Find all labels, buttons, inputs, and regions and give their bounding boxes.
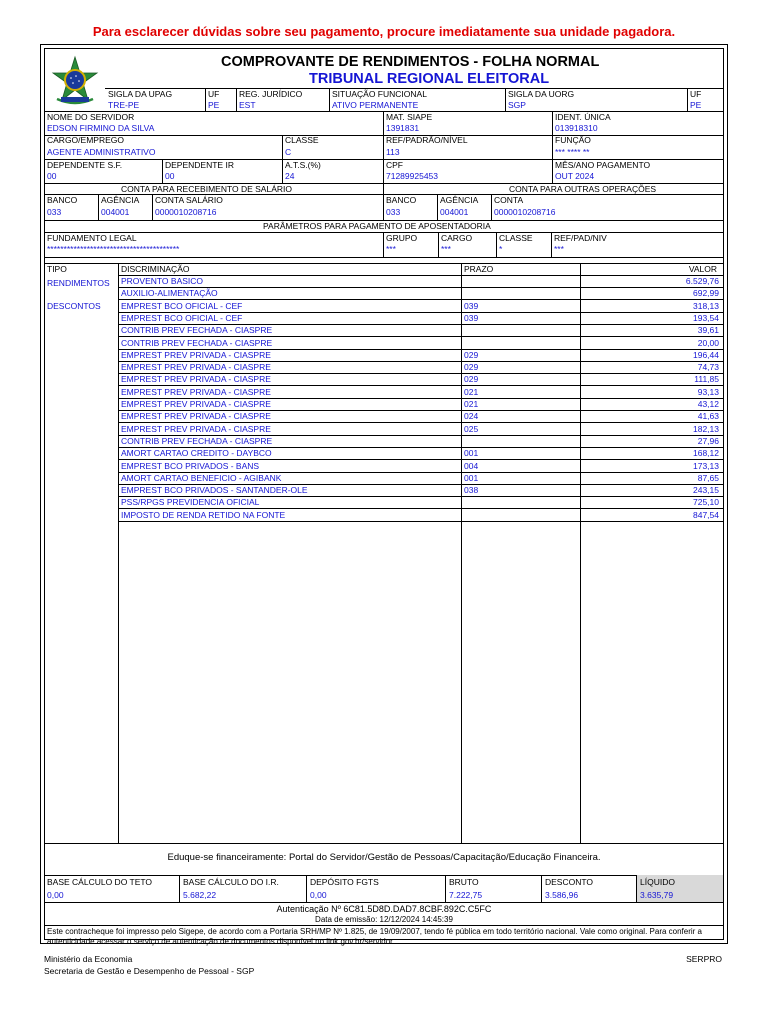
secretaria-label: Secretaria de Gestão e Desempenho de Pessoal - SGP — [44, 966, 255, 976]
row-valor: 243,15 — [693, 485, 719, 496]
autenticacao: Autenticação Nº 6C81.5D8D.DAD7.8CBF.892C.C5FC — [276, 904, 492, 914]
situacao-label: SITUAÇÃO FUNCIONAL — [332, 89, 427, 99]
row-discriminacao: EMPREST PREV PRIVADA - CIASPRE — [121, 386, 271, 397]
row-valor: 41,63 — [697, 411, 719, 422]
dep-sf-label: DEPENDENTE S.F. — [47, 160, 123, 170]
conta-salario-heading: CONTA PARA RECEBIMENTO DE SALÁRIO — [121, 184, 292, 194]
row-prazo: 021 — [464, 399, 479, 409]
tipo-header: TIPO — [47, 264, 67, 274]
mat-value: 1391831 — [386, 123, 420, 133]
fundamento-value: **************************************** — [47, 244, 180, 254]
row-valor: 43,12 — [697, 399, 719, 409]
row-valor: 6.529,76 — [685, 276, 719, 286]
table-row — [118, 473, 723, 485]
bruto-value: 7.222,75 — [449, 890, 483, 900]
mat-label: MAT. SIAPE — [386, 112, 433, 122]
teto-value: 0,00 — [47, 890, 64, 900]
row-valor: 20,00 — [697, 337, 719, 348]
tipo-rendimentos: RENDIMENTOS — [47, 278, 110, 288]
nome-label: NOME DO SERVIDOR — [47, 112, 135, 122]
row-discriminacao: EMPREST PREV PRIVADA - CIASPRE — [121, 349, 271, 360]
liquido-label: LÍQUIDO — [640, 877, 675, 887]
reg-juridico-label: REG. JURÍDICO — [239, 89, 303, 99]
row-valor: 182,13 — [693, 423, 719, 434]
situacao-value: ATIVO PERMANENTE — [332, 100, 419, 110]
table-row — [118, 301, 723, 313]
sigla-uorg-value: SGP — [508, 100, 526, 110]
table-row — [118, 288, 723, 300]
row-prazo: 039 — [464, 312, 479, 323]
liquido-value: 3.635,79 — [640, 890, 674, 900]
serpro-label: SERPRO — [686, 954, 722, 964]
fundamento-label: FUNDAMENTO LEGAL — [47, 233, 137, 243]
row-prazo: 024 — [464, 411, 479, 422]
prazo-header: PRAZO — [464, 264, 494, 274]
fgts-label: DEPÓSITO FGTS — [310, 877, 379, 887]
row-valor: 193,54 — [693, 312, 719, 323]
row-valor: 196,44 — [693, 349, 719, 360]
table-row — [118, 350, 723, 362]
document-title: COMPROVANTE DE RENDIMENTOS - FOLHA NORMAL — [221, 54, 600, 70]
row-valor: 93,13 — [697, 386, 719, 397]
agencia1-value: 004001 — [101, 207, 130, 217]
row-valor: 173,13 — [693, 460, 719, 471]
legal-notice: Este contracheque foi impresso pelo Sigepe, de acordo com a Portaria SRH/MP Nº 1.825, de 19/09/2007, tendo fé pública em todo território nacional. Vale como original. Para conferir a autenticidade acessar o serviço de autenticação de documentos disponível no link gov.br/servidor. — [47, 927, 702, 946]
table-row — [118, 362, 723, 374]
document-inner — [44, 48, 724, 946]
conta-value: 0000010208716 — [494, 207, 556, 217]
row-discriminacao: EMPREST BCO OFICIAL - CEF — [121, 300, 243, 311]
mes-label: MÊS/ANO PAGAMENTO — [555, 160, 651, 170]
dep-ir-value: 00 — [165, 171, 175, 181]
uf-label: UF — [208, 89, 220, 99]
reg-juridico-value: EST — [239, 100, 256, 110]
agencia2-value: 004001 — [440, 207, 469, 217]
brasao-icon — [49, 55, 101, 107]
table-row — [118, 411, 723, 423]
sigla-upag-value: TRE-PE — [108, 100, 140, 110]
teto-label: BASE CÁLCULO DO TETO — [47, 877, 153, 887]
cargo-apos-value: *** — [441, 244, 451, 254]
valor-header: VALOR — [688, 264, 717, 274]
table-row — [118, 510, 723, 522]
ident-value: 013918310 — [555, 123, 598, 133]
classe-apos-value: * — [499, 244, 503, 254]
cargo-label: CARGO/EMPREGO — [47, 135, 124, 145]
conta-label: CONTA — [494, 195, 524, 205]
row-valor: 39,61 — [697, 325, 719, 336]
table-row — [118, 485, 723, 497]
classe-label: CLASSE — [285, 135, 319, 145]
fgts-value: 0,00 — [310, 890, 327, 900]
funcao-label: FUNÇÃO — [555, 135, 591, 145]
cpf-label: CPF — [386, 160, 403, 170]
row-prazo: 039 — [464, 300, 479, 311]
ir-value: 5.682,22 — [183, 890, 217, 900]
table-row — [118, 374, 723, 386]
banco2-label: BANCO — [386, 195, 417, 205]
row-valor: 692,99 — [693, 288, 719, 299]
agencia2-label: AGÊNCIA — [440, 195, 479, 205]
grupo-value: *** — [386, 244, 396, 254]
funcao-value: *** **** ** — [555, 147, 590, 157]
educacao-financeira-msg: Eduque-se financeiramente: Portal do Servidor/Gestão de Pessoas/Capacitação/Educação Financeira. — [167, 852, 601, 863]
dep-sf-value: 00 — [47, 171, 57, 181]
row-discriminacao: EMPREST PREV PRIVADA - CIASPRE — [121, 411, 271, 422]
ident-label: IDENT. ÚNICA — [555, 112, 611, 122]
row-discriminacao: EMPREST PREV PRIVADA - CIASPRE — [121, 362, 271, 373]
conta-salario-label: CONTA SALÁRIO — [155, 195, 223, 205]
banco1-label: BANCO — [47, 195, 78, 205]
mes-value: OUT 2024 — [555, 171, 595, 181]
row-discriminacao: AMORT CARTAO BENEFICIO - AGIBANK — [121, 472, 282, 483]
ats-value: 24 — [285, 171, 295, 181]
row-valor: 847,54 — [693, 509, 719, 520]
ir-label: BASE CÁLCULO DO I.R. — [183, 877, 279, 887]
aposentadoria-heading: PARÂMETROS PARA PAGAMENTO DE APOSENTADORIA — [263, 221, 491, 231]
desconto-value: 3.586,96 — [545, 890, 579, 900]
conta-salario-value: 0000010208716 — [155, 207, 217, 217]
row-discriminacao: EMPREST BCO PRIVADOS - SANTANDER-OLE — [121, 485, 308, 496]
classe-value: C — [285, 147, 292, 157]
row-valor: 111,85 — [694, 374, 719, 385]
discriminacao-header: DISCRIMINAÇÃO — [121, 264, 190, 274]
ministerio-label: Ministério da Economia — [44, 954, 133, 964]
row-discriminacao: CONTRIB PREV FECHADA - CIASPRE — [121, 337, 273, 348]
row-discriminacao: EMPREST PREV PRIVADA - CIASPRE — [121, 399, 271, 409]
ats-label: A.T.S.(%) — [285, 160, 321, 170]
row-prazo: 029 — [464, 374, 479, 385]
row-discriminacao: PSS/RPGS PREVIDENCIA OFICIAL — [121, 497, 260, 508]
bruto-label: BRUTO — [449, 877, 479, 887]
table-row — [118, 448, 723, 460]
row-discriminacao: PROVENTO BASICO — [121, 276, 204, 286]
row-prazo: 021 — [464, 386, 479, 397]
cargo-apos-label: CARGO — [441, 233, 473, 243]
row-prazo: 029 — [464, 362, 479, 373]
row-valor: 27,96 — [697, 435, 719, 446]
row-discriminacao: AMORT CARTAO CREDITO - DAYBCO — [121, 448, 272, 459]
table-row — [118, 387, 723, 399]
nome-value: EDSON FIRMINO DA SILVA — [47, 123, 155, 133]
table-row — [118, 338, 723, 350]
sigla-upag-label: SIGLA DA UPAG — [108, 89, 173, 99]
uf2-value: PE — [690, 100, 702, 110]
ref-value: 113 — [386, 147, 400, 157]
row-prazo: 025 — [464, 423, 479, 434]
document-subtitle: TRIBUNAL REGIONAL ELEITORAL — [309, 71, 550, 87]
table-row — [118, 325, 723, 337]
row-valor: 318,13 — [693, 300, 719, 311]
classe-apos-label: CLASSE — [499, 233, 533, 243]
row-discriminacao: CONTRIB PREV FECHADA - CIASPRE — [121, 435, 273, 446]
grupo-label: GRUPO — [386, 233, 418, 243]
cargo-value: AGENTE ADMINISTRATIVO — [47, 147, 156, 157]
table-row — [118, 461, 723, 473]
row-discriminacao: EMPREST BCO OFICIAL - CEF — [121, 312, 243, 323]
uf2-label: UF — [690, 89, 702, 99]
sigla-uorg-label: SIGLA DA UORG — [508, 89, 575, 99]
row-discriminacao: CONTRIB PREV FECHADA - CIASPRE — [121, 325, 273, 336]
row-valor: 87,65 — [697, 472, 719, 483]
table-row — [118, 276, 723, 288]
row-discriminacao: AUXILIO-ALIMENTAÇÃO — [121, 288, 218, 299]
table-row — [118, 424, 723, 436]
row-valor: 168,12 — [693, 448, 719, 459]
row-discriminacao: IMPOSTO DE RENDA RETIDO NA FONTE — [121, 509, 286, 520]
table-row — [118, 313, 723, 325]
table-row — [118, 436, 723, 448]
cpf-value: 71289925453 — [386, 171, 439, 181]
top-notice: Para esclarecer dúvidas sobre seu pagamento, procure imediatamente sua unidade pagadora. — [92, 24, 676, 39]
agencia1-label: AGÊNCIA — [101, 195, 140, 205]
row-valor: 725,10 — [693, 497, 719, 508]
data-emissao: Data de emissão: 12/12/2024 14:45:39 — [315, 915, 453, 924]
dep-ir-label: DEPENDENTE IR — [165, 160, 234, 170]
document-frame — [40, 44, 728, 944]
ref-apos-value: *** — [554, 244, 564, 254]
table-row — [118, 497, 723, 509]
row-prazo: 001 — [464, 472, 479, 483]
ref-label: REF/PADRÃO/NÍVEL — [386, 135, 468, 145]
desconto-label: DESCONTO — [545, 877, 594, 887]
row-prazo: 004 — [464, 460, 479, 471]
table-row — [118, 399, 723, 411]
ref-apos-label: REF/PAD/NIV — [554, 233, 607, 243]
row-prazo: 029 — [464, 349, 479, 360]
row-discriminacao: EMPREST PREV PRIVADA - CIASPRE — [121, 374, 271, 385]
conta-outras-heading: CONTA PARA OUTRAS OPERAÇÕES — [509, 184, 657, 194]
uf-value: PE — [208, 100, 220, 110]
row-valor: 74,73 — [697, 362, 719, 373]
banco1-value: 033 — [47, 207, 62, 217]
row-discriminacao: EMPREST PREV PRIVADA - CIASPRE — [121, 423, 271, 434]
banco2-value: 033 — [386, 207, 401, 217]
row-prazo: 038 — [464, 485, 479, 496]
row-prazo: 001 — [464, 448, 479, 459]
tipo-descontos: DESCONTOS — [47, 301, 101, 311]
row-discriminacao: EMPREST BCO PRIVADOS - BANS — [121, 460, 260, 471]
